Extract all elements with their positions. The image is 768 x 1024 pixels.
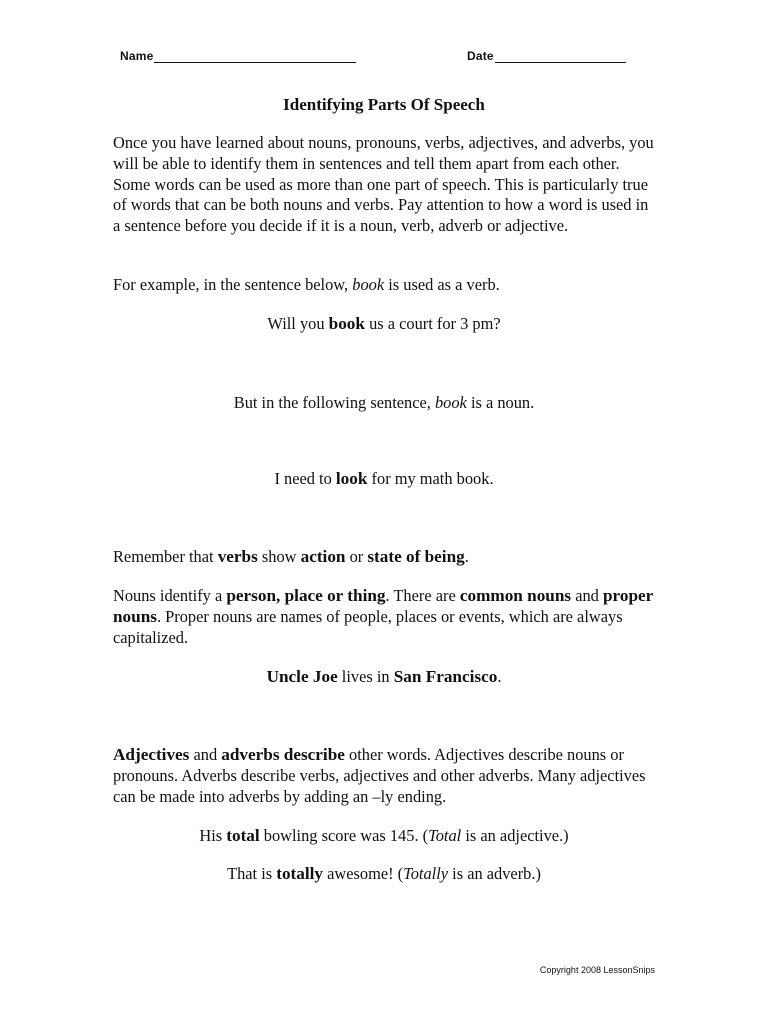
italic-term: book — [434, 393, 467, 412]
bold-term: verbs — [217, 547, 258, 566]
bold-term: Adjectives — [113, 745, 190, 764]
verbs-paragraph — [113, 547, 658, 568]
text-run: and — [189, 745, 222, 764]
text-run: . Proper nouns are names of people, places or events, which are always capitalized. — [113, 606, 623, 647]
text-run: Will you — [267, 314, 329, 333]
text-run: Remember that — [113, 547, 218, 566]
text-run: other words. Adjectives describe nouns or pronouns. Adverbs describe verbs, adjectives and other adverbs. Many adjectives can be made into adverbs by adding an –ly ending. — [113, 745, 646, 806]
date-field[interactable] — [467, 49, 626, 63]
bold-term: action — [300, 547, 346, 566]
text-run: . There are — [385, 586, 460, 605]
bold-term: common nouns — [459, 586, 572, 605]
text-run: is an adverb.) — [448, 864, 541, 883]
bold-term: look — [335, 469, 368, 488]
bold-term: San Francisco — [393, 667, 498, 686]
text-run: show — [257, 547, 301, 566]
name-blank-line[interactable] — [154, 49, 356, 63]
text-run: Nouns identify a — [113, 586, 227, 605]
nouns-paragraph — [113, 586, 658, 648]
text-run: for my math book. — [367, 469, 494, 488]
example-intro-paragraph — [113, 275, 658, 296]
text-run: For example, in the sentence below, — [113, 275, 353, 294]
text-run: is used as a verb. — [384, 275, 500, 294]
text-run: or — [345, 547, 368, 566]
italic-term: book — [352, 275, 385, 294]
name-label: Name — [120, 49, 154, 63]
date-blank-line[interactable] — [495, 49, 626, 63]
example-sentence-adverb — [0, 864, 768, 885]
adjectives-paragraph — [113, 745, 658, 807]
text-run: and — [571, 586, 603, 605]
text-run: . — [497, 667, 502, 686]
italic-term: Totally — [403, 864, 449, 883]
following-sentence-paragraph — [0, 393, 768, 414]
bold-term: book — [328, 314, 365, 333]
bold-term: proper nouns — [113, 586, 653, 626]
example-sentence-adjective — [0, 826, 768, 847]
text-run: us a court for 3 pm? — [364, 314, 501, 333]
text-run: . — [464, 547, 469, 566]
name-field[interactable] — [120, 49, 356, 63]
italic-term: Total — [428, 826, 462, 845]
text-run: His — [199, 826, 227, 845]
text-run: That is — [227, 864, 277, 883]
text-run: is a noun. — [466, 393, 535, 412]
bold-term: Uncle Joe — [266, 667, 338, 686]
bold-term: adverbs describe — [221, 745, 345, 764]
bold-term: total — [226, 826, 260, 845]
example-sentence-verb — [0, 314, 768, 335]
text-run: But in the following sentence, — [233, 393, 435, 412]
date-label: Date — [467, 49, 494, 63]
example-sentence-proper-nouns — [0, 667, 768, 688]
intro-paragraph: Once you have learned about nouns, pronouns, verbs, adjectives, and adverbs, you will be able to identify them in sentences and tell them apart from each other. Some words can be used as more than one part of speech. This is particularly true of words that can be both nouns and verbs. Pay attention to how a word is used in a sentence before you decide if it is a noun, verb, adverb or adjective. — [113, 133, 654, 236]
bold-term: person, place or thing — [226, 586, 386, 605]
bold-term: totally — [276, 864, 324, 883]
text-run: bowling score was 145. ( — [259, 826, 429, 845]
page-title: Identifying Parts Of Speech — [283, 95, 485, 114]
copyright-notice: Copyright 2008 LessonSnips — [539, 965, 655, 975]
text-run: I need to — [274, 469, 336, 488]
text-run: awesome! ( — [323, 864, 404, 883]
text-run: is an adjective.) — [461, 826, 569, 845]
text-run: lives in — [337, 667, 394, 686]
example-sentence-look — [0, 469, 768, 490]
bold-term: state of being — [367, 547, 465, 566]
